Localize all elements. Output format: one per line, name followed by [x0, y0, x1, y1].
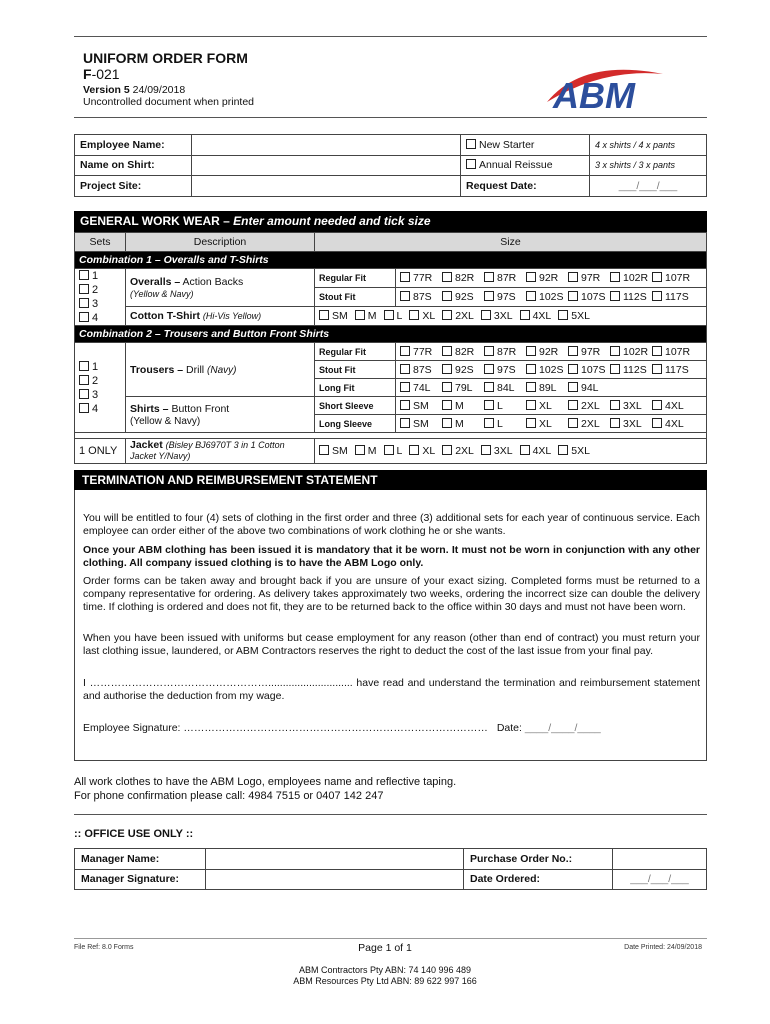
size-option[interactable]: 2XL	[568, 400, 610, 412]
general-heading: GENERAL WORK WEAR – Enter amount needed and tick size	[74, 211, 707, 232]
checkbox-icon[interactable]	[466, 139, 476, 149]
termination-p5[interactable]: I ……………………………………………............................. have read and understand the termination and reimbursement statement and authorise the deduction from my wage.	[83, 677, 700, 702]
size-option[interactable]: 2XL	[442, 445, 474, 457]
overalls-item: Overalls – Action Backs (Yellow & Navy)	[126, 269, 315, 307]
fit-long-sleeve: Long Sleeve	[315, 415, 396, 433]
employee-name-label: Employee Name:	[75, 135, 192, 156]
checkbox-icon[interactable]	[568, 346, 578, 356]
manager-name-field[interactable]	[206, 849, 464, 870]
size-option[interactable]: SM	[319, 310, 348, 322]
fit-long: Long Fit	[315, 379, 396, 397]
set-option[interactable]: 2	[79, 283, 121, 297]
fit-regular: Regular Fit	[315, 269, 396, 288]
set-option[interactable]: 3	[79, 388, 121, 402]
checkbox-icon[interactable]	[442, 418, 452, 428]
checkbox-icon[interactable]	[409, 445, 419, 455]
size-option[interactable]: 92R	[526, 346, 568, 358]
size-option[interactable]: 2XL	[442, 310, 474, 322]
size-option[interactable]: 94L	[568, 382, 610, 394]
uncontrolled-note: Uncontrolled document when printed	[83, 96, 255, 108]
size-option[interactable]: L	[484, 418, 526, 430]
checkbox-icon[interactable]	[610, 346, 620, 356]
employee-name-field[interactable]	[192, 135, 461, 156]
termination-p1: You will be entitled to four (4) sets of clothing in the first order and three (3) additional sets for each year of continuous service. Each employee can order either of the above two combinations of work clothing he or she wants.	[83, 512, 700, 537]
tshirt-item: Cotton T-Shirt (Hi-Vis Yellow)	[126, 307, 315, 326]
size-option[interactable]: 74L	[400, 382, 442, 394]
size-option[interactable]: 87R	[484, 272, 526, 284]
size-option[interactable]: 117S	[652, 291, 694, 303]
col-size: Size	[315, 233, 707, 252]
file-ref: File Ref: 8.0 Forms	[74, 944, 134, 951]
size-option[interactable]: 97R	[568, 272, 610, 284]
size-option[interactable]: 82R	[442, 272, 484, 284]
checkbox-icon[interactable]	[484, 272, 494, 282]
company-info	[0, 965, 770, 987]
company-line-2: ABM Resources Pty Ltd ABN: 89 622 997 166	[293, 976, 477, 986]
size-option[interactable]: 3XL	[481, 445, 513, 457]
size-option[interactable]: 102S	[526, 291, 568, 303]
checkbox-icon[interactable]	[484, 400, 494, 410]
short-sleeve-sizes[interactable]	[396, 397, 707, 415]
size-option[interactable]: 112S	[610, 291, 652, 303]
long-sleeve-sizes[interactable]	[396, 415, 707, 433]
checkbox-icon[interactable]	[400, 291, 410, 301]
combination-1-heading: Combination 1 – Overalls and T-Shirts	[75, 252, 707, 269]
checkbox-icon[interactable]	[400, 364, 410, 374]
checkbox-icon[interactable]	[384, 310, 394, 320]
manager-name-label: Manager Name:	[75, 849, 206, 870]
checkbox-icon[interactable]	[442, 400, 452, 410]
size-option[interactable]: M	[355, 310, 377, 322]
size-option[interactable]: 92S	[442, 291, 484, 303]
size-option[interactable]: 102S	[526, 364, 568, 376]
name-on-shirt-label: Name on Shirt:	[75, 155, 192, 176]
size-option[interactable]: SM	[319, 445, 348, 457]
checkbox-icon[interactable]	[558, 445, 568, 455]
c2-stout-sizes[interactable]	[396, 361, 707, 379]
size-option[interactable]: 4XL	[652, 418, 694, 430]
checkbox-icon[interactable]	[610, 291, 620, 301]
size-option[interactable]: 107S	[568, 291, 610, 303]
checkbox-icon[interactable]	[526, 346, 536, 356]
size-option[interactable]: 3XL	[481, 310, 513, 322]
checkbox-icon[interactable]	[466, 159, 476, 169]
manager-signature-label: Manager Signature:	[75, 869, 206, 890]
size-option[interactable]: 79L	[442, 382, 484, 394]
checkbox-icon[interactable]	[526, 291, 536, 301]
set-option[interactable]: 1	[79, 269, 121, 283]
size-option[interactable]: 4XL	[652, 400, 694, 412]
size-option[interactable]: L	[384, 445, 403, 457]
checkbox-icon[interactable]	[442, 310, 452, 320]
size-option[interactable]: 3XL	[610, 400, 652, 412]
size-option[interactable]: 92R	[526, 272, 568, 284]
checkbox-icon[interactable]	[568, 400, 578, 410]
size-option[interactable]: 112S	[610, 364, 652, 376]
checkbox-icon[interactable]	[484, 418, 494, 428]
date-ordered-field[interactable]: ___/___/___	[613, 869, 707, 890]
size-option[interactable]: 4XL	[520, 445, 552, 457]
checkbox-icon[interactable]	[610, 272, 620, 282]
size-option[interactable]: M	[442, 418, 484, 430]
size-option[interactable]: 102R	[610, 346, 652, 358]
size-option[interactable]: 87S	[400, 364, 442, 376]
size-option[interactable]: 107R	[652, 346, 694, 358]
size-option[interactable]: L	[384, 310, 403, 322]
size-option[interactable]: SM	[400, 400, 442, 412]
checkbox-icon[interactable]	[484, 346, 494, 356]
combo1-sets	[75, 269, 126, 326]
office-use-heading: :: OFFICE USE ONLY ::	[74, 828, 194, 840]
fit-stout: Stout Fit	[315, 288, 396, 307]
size-option[interactable]: 87S	[400, 291, 442, 303]
checkbox-icon[interactable]	[526, 418, 536, 428]
checkbox-icon[interactable]	[400, 382, 410, 392]
checkbox-icon[interactable]	[568, 382, 578, 392]
office-use-table	[74, 848, 707, 890]
col-sets: Sets	[75, 233, 126, 252]
termination-p4: When you have been issued with uniforms but cease employment for any reason (other than end of contract) you must return your last clothing issue, laundered, or ABM Contractors reserves the right to deduct the cost of the last issue from your final pay.	[83, 632, 700, 657]
trousers-item: Trousers – Drill (Navy)	[126, 343, 315, 397]
checkbox-icon[interactable]	[610, 418, 620, 428]
checkbox-icon[interactable]	[442, 364, 452, 374]
set-option[interactable]: 1	[79, 360, 121, 374]
checkbox-icon[interactable]	[652, 346, 662, 356]
page-number: Page 1 of 1	[358, 942, 412, 954]
request-date-field[interactable]: ___/___/___	[590, 176, 707, 197]
signature-date-field[interactable]: ____/____/____	[524, 722, 601, 734]
checkbox-icon[interactable]	[610, 400, 620, 410]
size-option[interactable]: 97S	[484, 364, 526, 376]
size-option[interactable]: M	[355, 445, 377, 457]
checkbox-icon[interactable]	[568, 272, 578, 282]
annual-reissue-option[interactable]: Annual Reissue	[461, 155, 590, 176]
checkbox-icon[interactable]	[568, 418, 578, 428]
fit-regular: Regular Fit	[315, 343, 396, 361]
name-on-shirt-field[interactable]	[192, 155, 461, 176]
size-option[interactable]: XL	[526, 418, 568, 430]
checkbox-icon[interactable]	[484, 291, 494, 301]
size-option[interactable]: 4XL	[520, 310, 552, 322]
size-option[interactable]: M	[442, 400, 484, 412]
set-option[interactable]: 4	[79, 402, 121, 416]
checkbox-icon[interactable]	[400, 418, 410, 428]
checkbox-icon[interactable]	[526, 382, 536, 392]
header-rule	[74, 117, 707, 118]
size-option[interactable]: 87R	[484, 346, 526, 358]
jacket-item: Jacket (Bisley BJ6970T 3 in 1 Cotton Jacket Y/Navy)	[126, 439, 315, 464]
size-option[interactable]: 97S	[484, 291, 526, 303]
c1-regular-sizes[interactable]	[396, 269, 707, 288]
checkbox-icon[interactable]	[652, 272, 662, 282]
size-option[interactable]: 82R	[442, 346, 484, 358]
size-option[interactable]: L	[484, 400, 526, 412]
date-printed: Date Printed: 24/09/2018	[624, 944, 702, 951]
checkbox-icon[interactable]	[484, 364, 494, 374]
purchase-order-label: Purchase Order No.:	[464, 849, 613, 870]
size-option[interactable]: XL	[526, 400, 568, 412]
checkbox-icon[interactable]	[520, 310, 530, 320]
size-option[interactable]: 3XL	[610, 418, 652, 430]
size-option[interactable]: 84L	[484, 382, 526, 394]
col-description: Description	[126, 233, 315, 252]
size-option[interactable]: 77R	[400, 346, 442, 358]
project-site-label: Project Site:	[75, 176, 192, 197]
size-option[interactable]: 97R	[568, 346, 610, 358]
set-option[interactable]: 2	[79, 374, 121, 388]
size-option[interactable]: 102R	[610, 272, 652, 284]
checkbox-icon[interactable]	[442, 346, 452, 356]
employee-table	[74, 134, 707, 197]
c2-regular-sizes[interactable]	[396, 343, 707, 361]
jacket-sets: 1 ONLY	[75, 439, 126, 464]
annual-reissue-note: 3 x shirts / 3 x pants	[590, 155, 707, 176]
checkbox-icon[interactable]	[481, 445, 491, 455]
checkbox-icon[interactable]	[526, 364, 536, 374]
company-line-1: ABM Contractors Pty ABN: 74 140 996 489	[298, 965, 472, 975]
checkbox-icon[interactable]	[568, 364, 578, 374]
combination-2-heading: Combination 2 – Trousers and Button Front Shirts	[75, 326, 707, 343]
checkbox-icon[interactable]	[400, 272, 410, 282]
checkbox-icon[interactable]	[319, 445, 329, 455]
footer-rule	[74, 938, 707, 939]
purchase-order-field[interactable]	[613, 849, 707, 870]
checkbox-icon[interactable]	[568, 291, 578, 301]
checkbox-icon[interactable]	[481, 310, 491, 320]
fit-stout: Stout Fit	[315, 361, 396, 379]
c2-long-sizes[interactable]	[396, 379, 707, 397]
checkbox-icon[interactable]	[400, 400, 410, 410]
size-option[interactable]: 5XL	[558, 310, 590, 322]
checkbox-icon[interactable]	[442, 382, 452, 392]
checkbox-icon[interactable]	[442, 445, 452, 455]
size-option[interactable]: XL	[409, 310, 435, 322]
size-option[interactable]: 77R	[400, 272, 442, 284]
checkbox-icon[interactable]	[526, 400, 536, 410]
size-option[interactable]: 2XL	[568, 418, 610, 430]
checkbox-icon[interactable]	[652, 418, 662, 428]
checkbox-icon[interactable]	[652, 291, 662, 301]
tshirt-sizes[interactable]	[315, 307, 707, 326]
checkbox-icon[interactable]	[520, 445, 530, 455]
notes	[74, 775, 456, 803]
checkbox-icon[interactable]	[610, 364, 620, 374]
shirts-item: Shirts – Button Front (Yellow & Navy)	[126, 397, 315, 433]
checkbox-icon[interactable]	[558, 310, 568, 320]
termination-heading: TERMINATION AND REIMBURSEMENT STATEMENT	[74, 470, 707, 490]
checkbox-icon[interactable]	[409, 310, 419, 320]
checkbox-icon[interactable]	[442, 272, 452, 282]
size-option[interactable]: 92S	[442, 364, 484, 376]
set-option[interactable]: 4	[79, 311, 121, 325]
combo2-sets	[75, 343, 126, 433]
new-starter-note: 4 x shirts / 4 x pants	[590, 135, 707, 156]
size-option[interactable]: 107R	[652, 272, 694, 284]
jacket-sizes[interactable]	[315, 439, 707, 464]
version-line: Version 5 24/09/2018	[83, 84, 186, 96]
new-starter-option[interactable]: New Starter	[461, 135, 590, 156]
phone-note: For phone confirmation please call: 4984 7515 or 0407 142 247	[74, 790, 384, 802]
logo-note: All work clothes to have the ABM Logo, employees name and reflective taping.	[74, 776, 457, 788]
top-rule	[74, 36, 707, 37]
size-option[interactable]: 5XL	[558, 445, 590, 457]
size-option[interactable]: SM	[400, 418, 442, 430]
request-date-label: Request Date:	[461, 176, 590, 197]
checkbox-icon[interactable]	[400, 346, 410, 356]
checkbox-icon[interactable]	[652, 400, 662, 410]
size-option[interactable]: XL	[409, 445, 435, 457]
size-option[interactable]: 107S	[568, 364, 610, 376]
checkbox-icon[interactable]	[526, 272, 536, 282]
checkbox-icon[interactable]	[442, 291, 452, 301]
signature-line[interactable]: Employee Signature: …………………………………………………………………………… Date: ____/____/____	[83, 722, 601, 734]
size-option[interactable]: 89L	[526, 382, 568, 394]
checkbox-icon[interactable]	[355, 310, 365, 320]
checkbox-icon[interactable]	[484, 382, 494, 392]
project-site-field[interactable]	[192, 176, 461, 197]
notes-rule	[74, 814, 707, 815]
checkbox-icon[interactable]	[355, 445, 365, 455]
checkbox-icon[interactable]	[384, 445, 394, 455]
abm-logo	[543, 62, 693, 119]
manager-signature-field[interactable]	[206, 869, 464, 890]
c1-stout-sizes[interactable]	[396, 288, 707, 307]
termination-p3: Order forms can be taken away and brought back if you are unsure of your exact sizing. Completed forms must be returned to a company representative for ordering. As delivery takes approximately two weeks, ordering the incorrect size can double the delivery time. If clothing is ordered and does not fit, they are to be returned back to the office within 30 days and must not have been worn.	[83, 575, 700, 613]
checkbox-icon[interactable]	[652, 364, 662, 374]
general-work-wear-table	[74, 232, 707, 464]
svg-text:ABM: ABM	[553, 75, 635, 114]
termination-p2: Once your ABM clothing has been issued it is mandatory that it be worn. It must not be worn in conjunction with any other clothing. All company issued clothing is to have the ABM Logo only.	[83, 544, 700, 569]
date-ordered-label: Date Ordered:	[464, 869, 613, 890]
form-title: UNIFORM ORDER FORM	[83, 50, 248, 66]
size-option[interactable]: 117S	[652, 364, 694, 376]
checkbox-icon[interactable]	[319, 310, 329, 320]
form-number: F-021	[83, 66, 120, 82]
set-option[interactable]: 3	[79, 297, 121, 311]
fit-short-sleeve: Short Sleeve	[315, 397, 396, 415]
